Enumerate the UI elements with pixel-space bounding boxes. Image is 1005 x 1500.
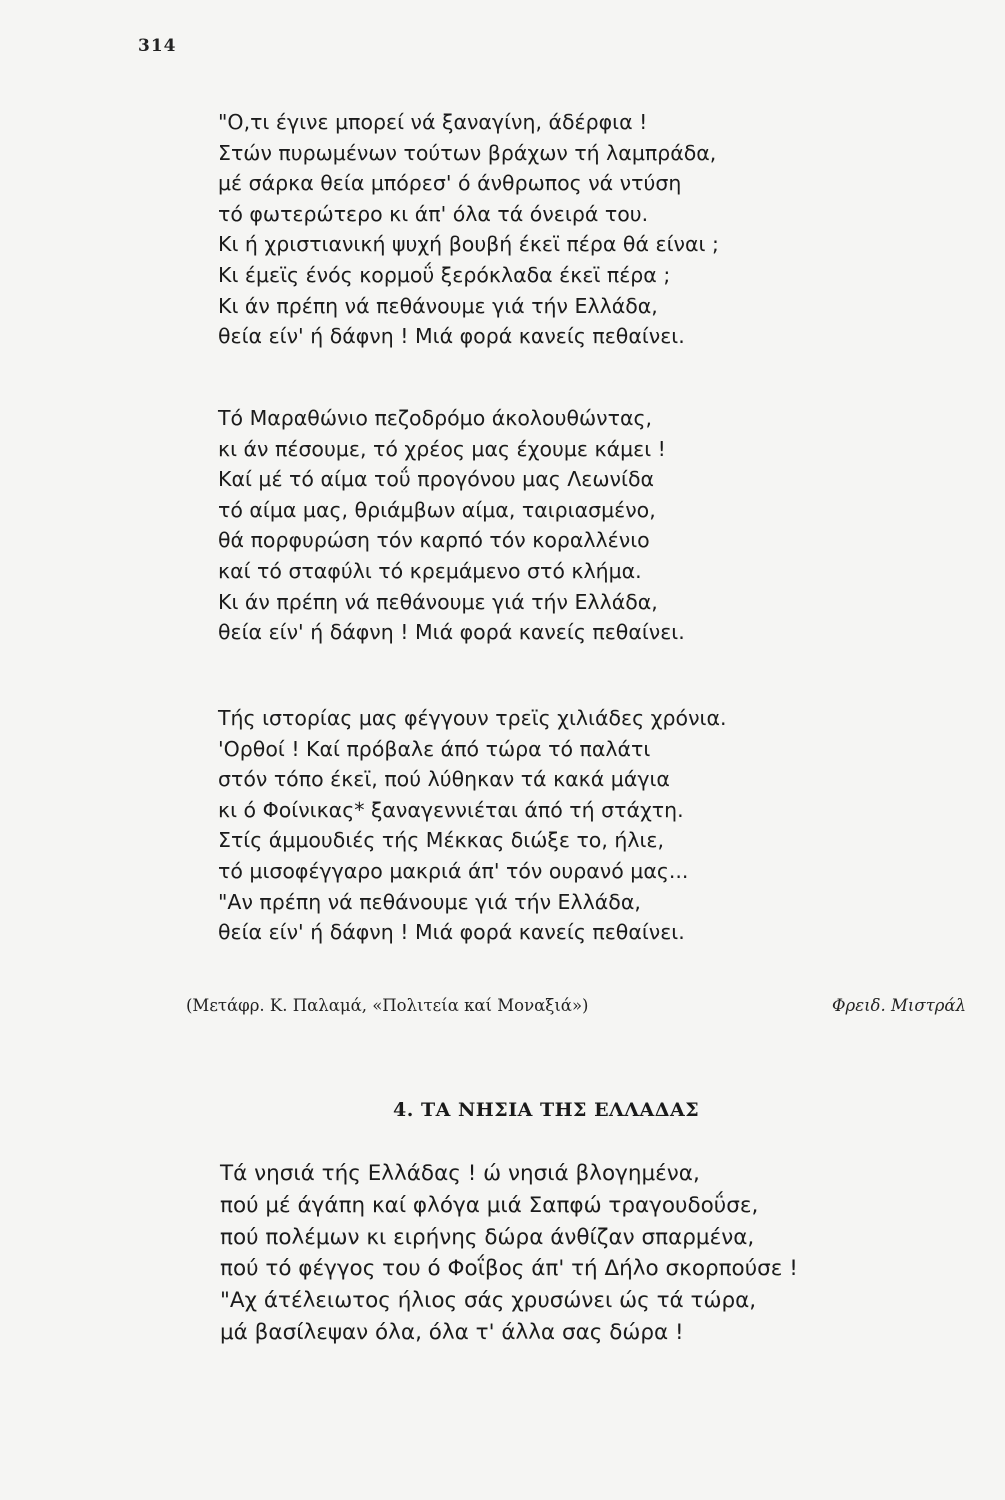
poem-line: πού τό φέγγος του ό Φοΐβος άπ' τή Δήλο σκορπούσε !: [220, 1256, 798, 1282]
poem-refrain: "Αν πρέπη νά πεθάνουμε γιά τήν Ελλάδα,: [218, 889, 641, 914]
poem-refrain: θεία είν' ή δάφνη ! Μιά φορά κανείς πεθαίνει.: [218, 920, 685, 945]
poem-line: πού μέ άγάπη καί φλόγα μιά Σαπφώ τραγουδοΰσε,: [220, 1192, 759, 1218]
poem-line: τό φωτερώτερο κι άπ' όλα τά όνειρά του.: [218, 201, 649, 226]
poem-refrain: θεία είν' ή δάφνη ! Μιά φορά κανείς πεθαίνει.: [218, 620, 685, 645]
poem-line: 'Ορθοί ! Καί πρόβαλε άπό τώρα τό παλάτι: [218, 736, 651, 761]
poem-line: πού πολέμων κι ειρήνης δώρα άνθίζαν σπαρμένα,: [220, 1224, 755, 1250]
poem-line: Κι έμεϊς ένός κορμοΰ ξερόκλαδα έκεϊ πέρα ;: [218, 262, 671, 287]
poem-stanza-2: [218, 403, 685, 648]
poem-line: καί τό σταφύλι τό κρεμάμενο στό κλήμα.: [218, 558, 642, 583]
poem-stanza-3: [218, 703, 727, 948]
section-title: 4. ΤΑ ΝΗΣΙΑ ΤΗΣ ΕΛΛΑΔΑΣ: [393, 1099, 700, 1121]
translation-attribution: (Μετάφρ. Κ. Παλαμά, «Πολιτεία καί Μοναξιά»): [186, 996, 589, 1015]
poem-line: Τό Μαραθώνιο πεζοδρόμο άκολουθώντας,: [218, 406, 653, 430]
poem-line: τό μισοφέγγαρο μακριά άπ' τόν ουρανό μας...: [218, 858, 689, 883]
poem-line: Κι ή χριστιανική ψυχή βουβή έκεϊ πέρα θά είναι ;: [218, 232, 719, 257]
page-number: 314: [138, 36, 177, 56]
poem-refrain: Κι άν πρέπη νά πεθάνουμε γιά τήν Ελλάδα,: [218, 293, 658, 318]
poem-line: κι ό Φοίνικας* ξαναγεννιέται άπό τή στάχτη.: [218, 797, 684, 822]
poem-line: μέ σάρκα θεία μπόρεσ' ό άνθρωπος νά ντύση: [218, 171, 682, 196]
poem-line: θά πορφυρώση τόν καρπό τόν κοραλλένιο: [218, 528, 650, 553]
poem-line: στόν τόπο έκεϊ, πού λύθηκαν τά κακά μάγια: [218, 767, 670, 792]
poem-line: κι άν πέσουμε, τό χρέος μας έχουμε κάμει !: [218, 436, 666, 461]
poem-line: Τής ιστορίας μας φέγγουν τρεϊς χιλιάδες χρόνια.: [218, 706, 727, 730]
poem-line: Καί μέ τό αίμα τοΰ προγόνου μας Λεωνίδα: [218, 467, 654, 492]
poem-author: Φρειδ. Μιστράλ: [832, 996, 967, 1015]
poem-line: μά βασίλεψαν όλα, όλα τ' άλλα σας δώρα !: [220, 1319, 684, 1345]
poem-refrain: Κι άν πρέπη νά πεθάνουμε γιά τήν Ελλάδα,: [218, 589, 658, 614]
poem-refrain: θεία είν' ή δάφνη ! Μιά φορά κανείς πεθαίνει.: [218, 324, 685, 349]
poem-line: Στών πυρωμένων τούτων βράχων τή λαμπράδα,: [218, 140, 717, 165]
poem-line: τό αίμα μας, θριάμβων αίμα, ταιριασμένο,: [218, 497, 656, 522]
poem-line: Τά νησιά τής Ελλάδας ! ώ νησιά βλογημένα,: [220, 1161, 700, 1186]
poem-line: "Αχ άτέλειωτος ήλιος σάς χρυσώνει ώς τά τώρα,: [220, 1288, 757, 1314]
poem-line: "Ο,τι έγινε μπορεί νά ξαναγίνη, άδέρφια !: [218, 110, 648, 134]
poem-stanza-1: [218, 107, 719, 352]
poem-line: Στίς άμμουδιές τής Μέκκας διώξε το, ήλιε,: [218, 828, 665, 853]
poem-stanza-4: [220, 1158, 798, 1349]
